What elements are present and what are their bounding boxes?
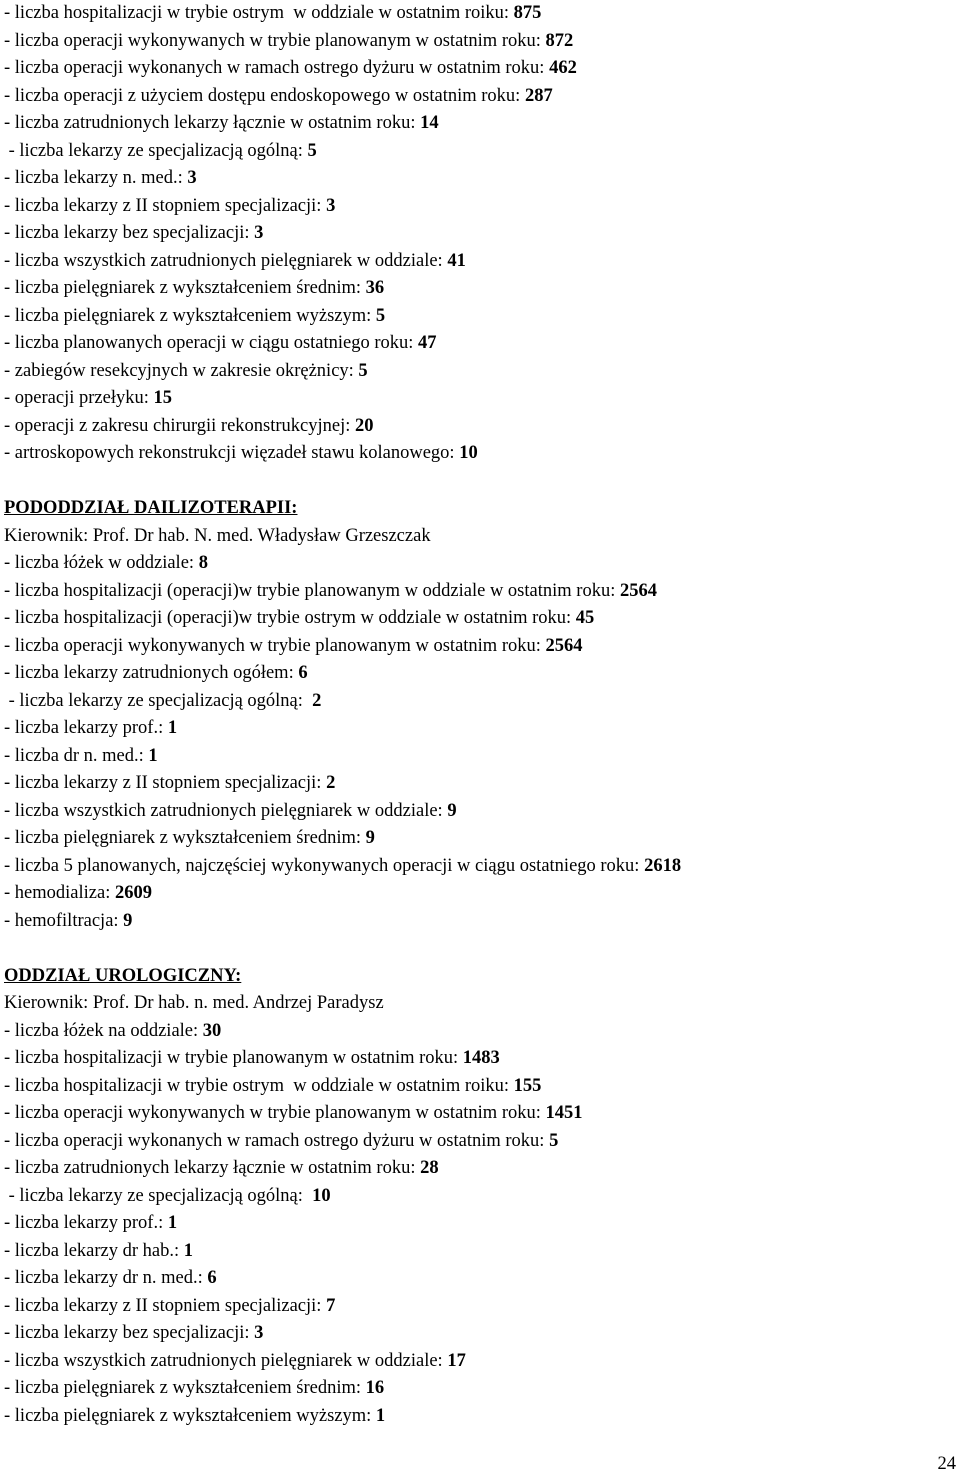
section-urology-head-of-unit: Kierownik: Prof. Dr hab. n. med. Andrzej Paradysz: [4, 993, 384, 1013]
list-item: [4, 303, 681, 331]
list-item: [4, 440, 681, 468]
list-item: [4, 715, 681, 743]
item-value: 6: [207, 1268, 217, 1288]
item-label: - liczba zatrudnionych lekarzy łącznie w ostatnim roku:: [4, 113, 421, 133]
item-value: 45: [575, 608, 595, 628]
spacer: [4, 935, 681, 963]
item-value: 875: [513, 3, 542, 23]
item-value: 1: [183, 1240, 194, 1261]
item-label: - liczba operacji wykonanych w ramach ostrego dyżuru w ostatnim roku:: [4, 58, 550, 78]
list-item: [4, 413, 681, 441]
item-value: 5: [358, 360, 368, 381]
item-label: - liczba operacji wykonywanych w trybie planowanym w ostatnim roku:: [4, 1103, 546, 1123]
list-item: [4, 1045, 681, 1073]
item-value: 5: [307, 140, 317, 161]
item-value: 1483: [462, 1048, 500, 1068]
item-value: 5: [375, 305, 386, 326]
item-label: - liczba wszystkich zatrudnionych pielęgniarek w oddziale:: [4, 1350, 448, 1371]
item-value: 1: [375, 1405, 386, 1426]
item-value: 287: [524, 85, 553, 106]
list-item: [4, 1018, 681, 1046]
item-label: - operacji z zakresu chirurgii rekonstrukcyjnej:: [4, 415, 356, 436]
list-item: [4, 138, 681, 166]
item-label: - zabiegów resekcyjnych w zakresie okrężnicy:: [4, 360, 359, 381]
list-item: [4, 1403, 681, 1431]
item-value: 30: [202, 1020, 222, 1041]
section-urology-list: [4, 1018, 681, 1431]
list-item: [4, 633, 681, 661]
item-value: 2: [326, 773, 336, 793]
list-item: [4, 798, 681, 826]
section-dialysis-heading: PODODDZIAŁ DAILIZOTERAPII:: [4, 498, 298, 518]
list-item: [4, 880, 681, 908]
item-label: - liczba hospitalizacji w trybie ostrym w oddziale w ostatnim roiku:: [4, 1075, 514, 1096]
list-item: [4, 1073, 681, 1101]
item-value: 36: [365, 278, 385, 298]
item-value: 8: [198, 553, 208, 573]
list-item: [4, 358, 681, 386]
item-value: 2564: [619, 580, 657, 601]
list-item: [4, 853, 681, 881]
list-item: [4, 1155, 681, 1183]
list-item: [4, 1320, 681, 1348]
list-item: [4, 0, 681, 28]
list-item: [4, 1238, 681, 1266]
item-label: - liczba lekarzy prof.:: [4, 718, 168, 738]
item-label: - liczba łóżek w oddziale:: [4, 553, 199, 573]
item-label: - liczba zatrudnionych lekarzy łącznie w ostatnim roku:: [4, 1158, 421, 1178]
list-item: [4, 1210, 681, 1238]
item-label: - liczba operacji wykonanych w ramach ostrego dyżuru w ostatnim roku:: [4, 1130, 550, 1151]
item-value: 9: [365, 828, 375, 848]
item-label: - liczba lekarzy ze specjalizacją ogólną:: [4, 140, 308, 161]
page-number: 24: [937, 1453, 956, 1474]
item-label: - liczba hospitalizacji (operacji)w trybie planowanym w oddziale w ostatnim roku:: [4, 580, 620, 601]
list-item: [4, 908, 681, 936]
item-value: 1: [167, 1213, 178, 1233]
item-label: - hemofiltracja:: [4, 910, 124, 931]
list-item: [4, 1265, 681, 1293]
item-value: 6: [298, 663, 308, 683]
document-body: [4, 0, 681, 1430]
item-label: - hemodializa:: [4, 883, 115, 903]
item-value: 155: [513, 1075, 542, 1096]
item-label: - liczba lekarzy ze specjalizacją ogólną:: [4, 1185, 313, 1206]
list-item: [4, 1293, 681, 1321]
list-item: [4, 83, 681, 111]
list-item: [4, 165, 681, 193]
list-item: [4, 770, 681, 798]
section-urology-heading: ODDZIAŁ UROLOGICZNY:: [4, 965, 242, 986]
item-value: 17: [447, 1350, 466, 1371]
item-label: - liczba hospitalizacji w trybie ostrym w oddziale w ostatnim roiku:: [4, 3, 514, 23]
list-item: [4, 1128, 681, 1156]
list-item: [4, 385, 681, 413]
item-value: 16: [365, 1378, 385, 1398]
item-value: 14: [420, 113, 439, 133]
item-value: 2618: [644, 855, 682, 876]
item-label: - liczba lekarzy z II stopniem specjalizacji:: [4, 1295, 327, 1316]
item-label: - liczba lekarzy n. med.:: [4, 168, 188, 188]
item-label: - liczba wszystkich zatrudnionych pielęgniarek w oddziale:: [4, 250, 448, 271]
spacer: [4, 468, 681, 496]
item-label: - liczba lekarzy zatrudnionych ogółem:: [4, 663, 299, 683]
list-item: [4, 110, 681, 138]
list-item: [4, 660, 681, 688]
item-value: 15: [153, 388, 172, 408]
item-value: 3: [326, 195, 336, 216]
item-label: - liczba dr n. med.:: [4, 745, 149, 766]
item-value: 1451: [545, 1103, 583, 1123]
item-value: 3: [254, 1323, 264, 1343]
list-item: [4, 688, 681, 716]
list-item: [4, 578, 681, 606]
item-label: - operacji przełyku:: [4, 388, 154, 408]
item-value: 872: [545, 30, 574, 51]
list-item: [4, 275, 681, 303]
item-label: - liczba planowanych operacji w ciągu ostatniego roku:: [4, 333, 419, 353]
item-label: - liczba pielęgniarek z wykształceniem średnim:: [4, 828, 366, 848]
item-label: - liczba operacji wykonywanych w trybie planowanym w ostatnim roku:: [4, 635, 546, 656]
list-item: [4, 1100, 681, 1128]
item-value: 10: [459, 443, 478, 463]
list-item: [4, 55, 681, 83]
item-value: 9: [123, 910, 133, 931]
item-value: 3: [187, 168, 197, 188]
list-item: [4, 743, 681, 771]
list-item: [4, 28, 681, 56]
item-value: 9: [447, 800, 457, 821]
item-value: 462: [549, 58, 577, 78]
item-value: 2: [312, 690, 322, 711]
item-value: 5: [549, 1130, 559, 1151]
item-value: 7: [326, 1295, 336, 1316]
item-value: 20: [355, 415, 374, 436]
item-label: - liczba lekarzy bez specjalizacji:: [4, 223, 255, 243]
list-item: [4, 193, 681, 221]
item-label: - liczba lekarzy z II stopniem specjalizacji:: [4, 195, 327, 216]
item-value: 2609: [114, 883, 152, 903]
list-item: [4, 1183, 681, 1211]
item-label: - liczba hospitalizacji (operacji)w trybie ostrym w oddziale w ostatnim roku:: [4, 608, 576, 628]
item-value: 2564: [545, 635, 583, 656]
item-value: 1: [167, 718, 178, 738]
item-label: - liczba lekarzy ze specjalizacją ogólną:: [4, 690, 313, 711]
item-value: 28: [420, 1158, 439, 1178]
item-label: - liczba operacji z użyciem dostępu endoskopowego w ostatnim roku:: [4, 85, 525, 106]
list-item: [4, 330, 681, 358]
item-label: - artroskopowych rekonstrukcji więzadeł stawu kolanowego:: [4, 443, 460, 463]
item-value: 3: [254, 223, 264, 243]
item-label: - liczba 5 planowanych, najczęściej wykonywanych operacji w ciągu ostatniego roku:: [4, 855, 645, 876]
item-label: - liczba lekarzy bez specjalizacji:: [4, 1323, 255, 1343]
list-item: [4, 220, 681, 248]
item-value: 41: [447, 250, 466, 271]
item-label: - liczba lekarzy dr hab.:: [4, 1240, 184, 1261]
list-item: [4, 248, 681, 276]
item-label: - liczba łóżek na oddziale:: [4, 1020, 203, 1041]
item-label: - liczba lekarzy z II stopniem specjalizacji:: [4, 773, 327, 793]
section-dialysis-list: [4, 550, 681, 935]
item-label: - liczba pielęgniarek z wykształceniem wyższym:: [4, 1405, 376, 1426]
item-value: 47: [418, 333, 437, 353]
list-item: [4, 1375, 681, 1403]
item-label: - liczba operacji wykonywanych w trybie planowanym w ostatnim roku:: [4, 30, 546, 51]
list-item: [4, 825, 681, 853]
list-item: [4, 605, 681, 633]
item-value: 10: [312, 1185, 331, 1206]
item-label: - liczba wszystkich zatrudnionych pielęgniarek w oddziale:: [4, 800, 448, 821]
section-dialysis-head-of-unit: Kierownik: Prof. Dr hab. N. med. Władysław Grzeszczak: [4, 525, 431, 546]
section-top-list: [4, 0, 681, 468]
list-item: [4, 550, 681, 578]
item-label: - liczba pielęgniarek z wykształceniem średnim:: [4, 1378, 366, 1398]
item-label: - liczba lekarzy prof.:: [4, 1213, 168, 1233]
item-label: - liczba pielęgniarek z wykształceniem wyższym:: [4, 305, 376, 326]
item-label: - liczba pielęgniarek z wykształceniem średnim:: [4, 278, 366, 298]
item-value: 1: [148, 745, 158, 766]
list-item: [4, 1348, 681, 1376]
item-label: - liczba hospitalizacji w trybie planowanym w ostatnim roku:: [4, 1048, 463, 1068]
item-label: - liczba lekarzy dr n. med.:: [4, 1268, 208, 1288]
